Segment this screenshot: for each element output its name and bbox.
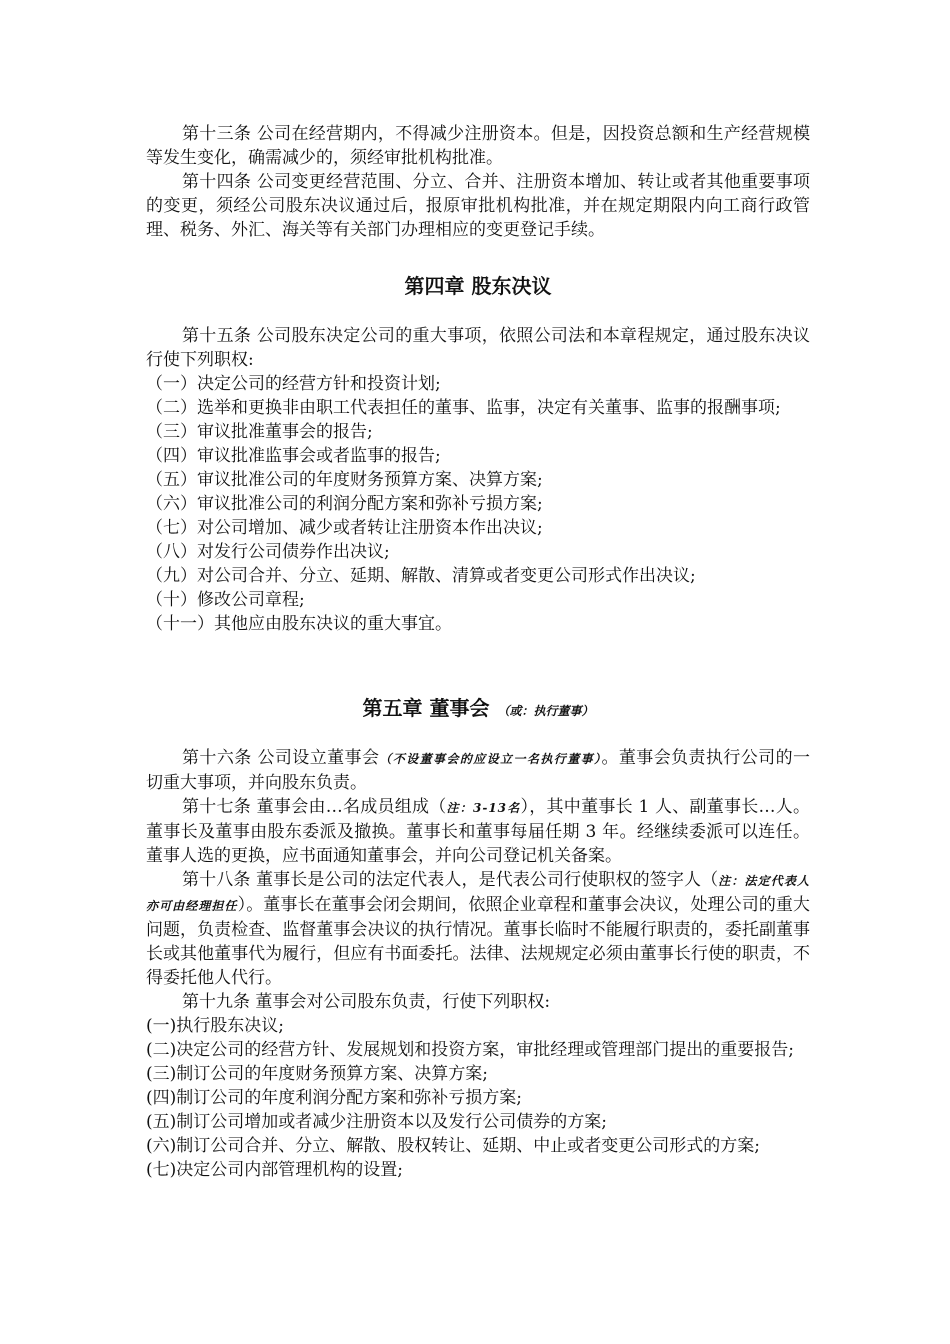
article-16-text: 第十六条 公司设立董事会 [182, 748, 380, 768]
article-18-note: 注：法定代表人亦可由经理担任 [146, 874, 810, 913]
list-item: (三)制订公司的年度财务预算方案、决算方案; [146, 1064, 488, 1084]
article-14: 第十四条 公司变更经营范围、分立、合并、注册资本增加、转让或者其他重要事项的变更，须经公司股东决议通过后，报原审批机构批准，并在规定期限内向工商行政管理、税务、外汇、海关等有关部门办理相应的变更登记手续。 [146, 172, 810, 240]
list-item: （六）审议批准公司的利润分配方案和弥补亏损方案; [146, 494, 543, 514]
list-item: (四)制订公司的年度利润分配方案和弥补亏损方案; [146, 1088, 522, 1108]
list-item: （九）对公司合并、分立、延期、解散、清算或者变更公司形式作出决议; [146, 566, 696, 586]
article-17-note: 注：3-13名 [446, 801, 521, 815]
list-item: (六)制订公司合并、分立、解散、股权转让、延期、中止或者变更公司形式的方案; [146, 1136, 760, 1156]
list-item: （五）审议批准公司的年度财务预算方案、决算方案; [146, 470, 543, 490]
article-16-text-end: 。董事会负责执行公司的一切重大事项，并向股东负责。 [146, 748, 811, 793]
list-item: （一）决定公司的经营方针和投资计划; [146, 374, 441, 394]
list-item: (二)决定公司的经营方针、发展规划和投资方案，审批经理或管理部门提出的重要报告; [146, 1040, 794, 1060]
article-17-text-end: ），其中董事长 1 人、副董事长…人。董事长及董事由股东委派及撤换。董事长和董事每届任期 3 年。经继续委派可以连任。董事人选的更换，应书面通知董事会，并向公司登记机关备案。 [146, 797, 811, 866]
list-item: （二）选举和更换非由职工代表担任的董事、监事，决定有关董事、监事的报酬事项; [146, 398, 781, 418]
list-item: （八）对发行公司债券作出决议; [146, 542, 390, 562]
article-17-text: 第十七条 董事会由…名成员组成（ [182, 797, 447, 817]
article-15: 第十五条 公司股东决定公司的重大事项，依照公司法和本章程规定，通过股东决议行使下列职权: [146, 326, 810, 370]
list-item: （十）修改公司章程; [146, 590, 305, 610]
chapter-5-title-text: 第五章 董事会 [362, 696, 490, 720]
article-16 [146, 746, 810, 795]
article-18 [146, 868, 810, 990]
list-item: (七)决定公司内部管理机构的设置; [146, 1160, 403, 1180]
article-17 [146, 795, 810, 868]
chapter-4-title: 第四章 股东决议 [404, 274, 552, 298]
list-item: (一)执行股东决议; [146, 1016, 284, 1036]
article-19: 第十九条 董事会对公司股东负责，行使下列职权: [182, 992, 551, 1012]
chapter-5-title [146, 696, 810, 723]
article-16-note: （不设董事会的应设立一名执行董事） [379, 752, 602, 766]
list-item: （十一）其他应由股东决议的重大事宜。 [146, 614, 452, 634]
list-item: （七）对公司增加、减少或者转让注册资本作出决议; [146, 518, 543, 538]
article-18-text: 第十八条 董事长是公司的法定代表人，是代表公司行使职权的签字人（ [182, 870, 719, 890]
section-top [146, 122, 810, 242]
list-item: (五)制订公司增加或者减少注册资本以及发行公司债券的方案; [146, 1112, 607, 1132]
list-item: （三）审议批准董事会的报告; [146, 422, 373, 442]
chapter-5-body [146, 746, 810, 1182]
article-18-text-end: ）。董事长在董事会闭会期间，依照企业章程和董事会决议，处理公司的重大问题，负责检查、监督董事会决议的执行情况。董事长临时不能履行职责的，委托副董事长或其他董事代为履行，但应有书面委托。法律、法规规定必须由董事长行使的职责，不得委托他人代行。 [146, 895, 810, 988]
chapter-4-body [146, 324, 810, 636]
article-13: 第十三条 公司在经营期内，不得减少注册资本。但是，因投资总额和生产经营规模等发生变化，确需减少的，须经审批机构批准。 [146, 124, 810, 168]
chapter-5-title-note: （或：执行董事） [497, 704, 594, 718]
list-item: （四）审议批准监事会或者监事的报告; [146, 446, 441, 466]
